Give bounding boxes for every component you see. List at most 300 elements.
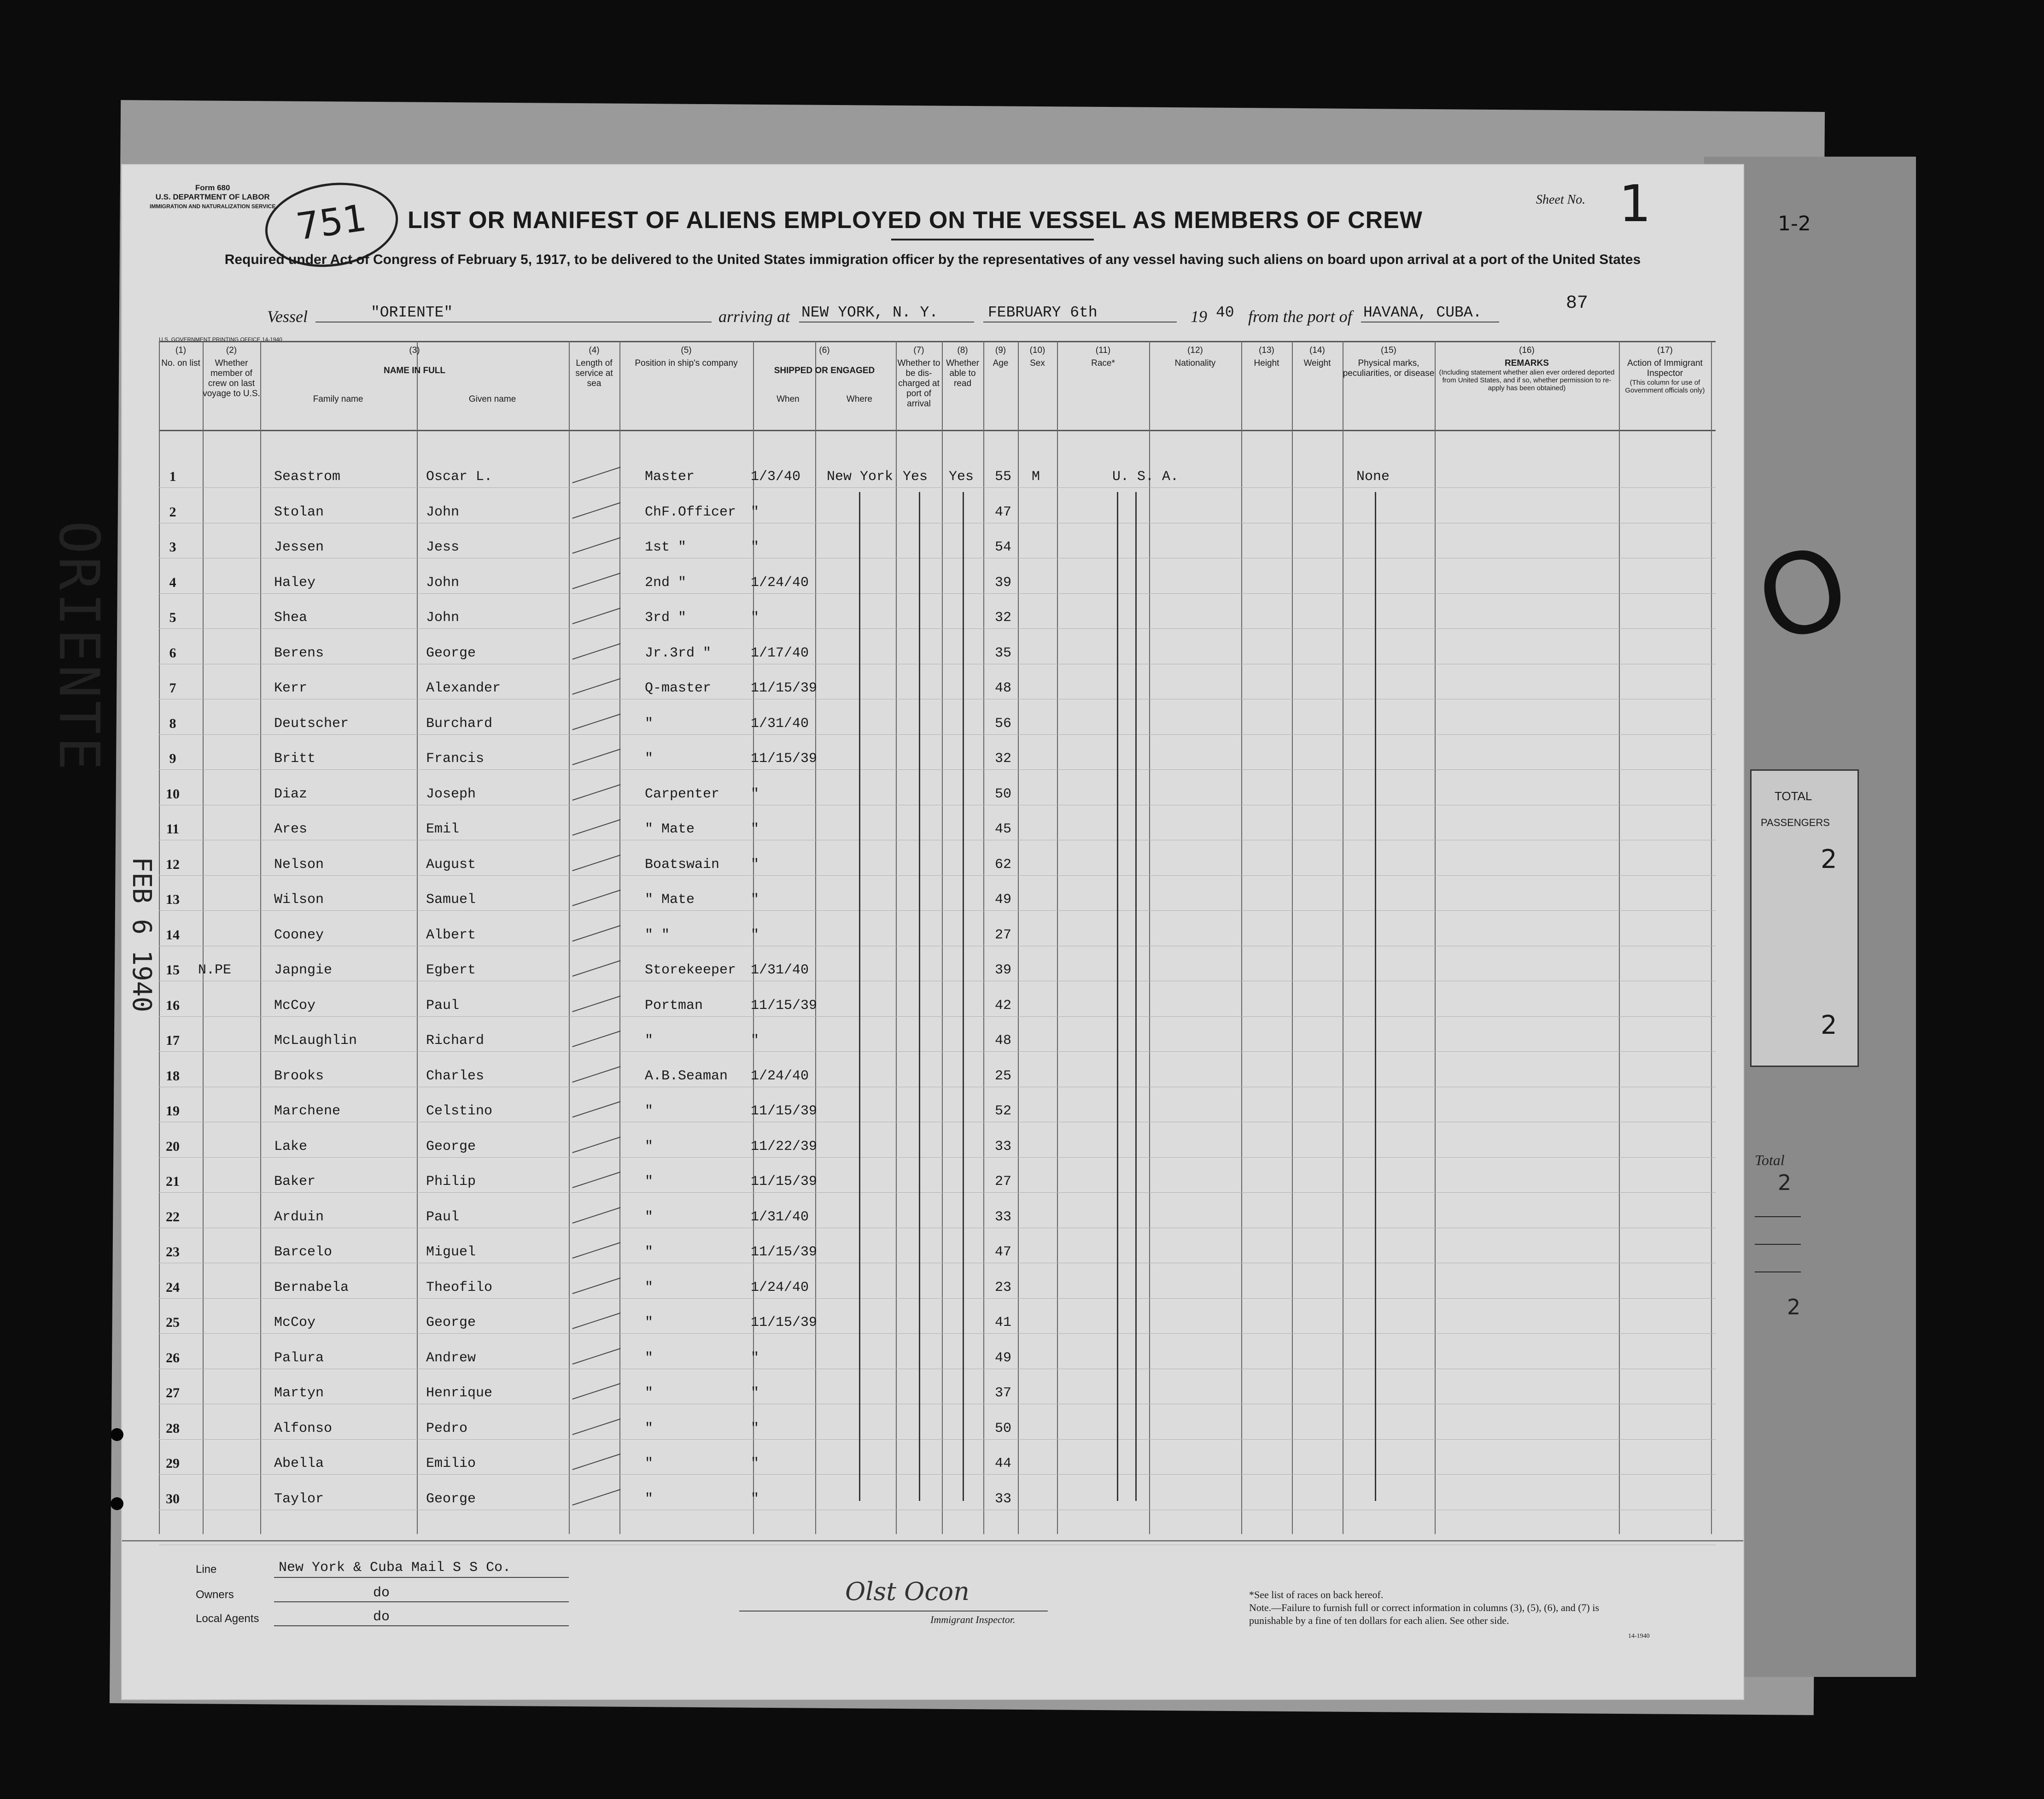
cell-position: Q-master [645,680,712,696]
cell-position: Boatswain [645,856,720,873]
cell-crew: N.PE [198,962,232,978]
line-underline [274,1577,569,1578]
cell-age: 32 [995,610,1012,626]
column-number: (13) [1259,346,1274,355]
cell-given: Richard [426,1033,485,1049]
column-header [260,346,569,404]
cell-no: 27 [166,1385,180,1401]
row-rule [159,628,1716,629]
row-rule [159,1192,1716,1193]
column-header [1343,346,1435,379]
row-rule [159,734,1716,735]
column-number: (5) [681,346,692,355]
cell-when: 1/24/40 [751,574,809,591]
document-subtitle: Required under Act of Congress of February 5, 1917, to be delivered to the United States immigration officer by the representatives of any vessel having such aliens on board upon arrival at a port of the United States [224,252,1641,267]
service-slash-mark [572,1383,620,1400]
row-rule [159,875,1716,876]
cell-given: George [426,1138,476,1154]
cell-position: Portman [645,997,703,1014]
total-label: Total [1755,1152,1785,1168]
cell-age: 56 [995,715,1012,732]
cell-age: 33 [995,1209,1012,1225]
agents-label: Local Agents [196,1612,259,1625]
cell-position: " [645,1209,654,1225]
column-number: (4) [589,346,600,355]
table-top-rule [159,341,1716,342]
service-slash-mark [572,1031,620,1047]
row-rule [159,1051,1716,1052]
cell-given: John [426,610,460,626]
cell-age: 44 [995,1456,1012,1471]
cell-given: Alexander [426,680,501,696]
cell-no: 7 [169,680,176,696]
cell-family: Kerr [274,680,308,696]
service-slash-mark [572,678,620,695]
cell-when: " [751,786,759,802]
cell-position: Carpenter [645,786,720,802]
column-header [569,346,619,389]
cell-age: 52 [995,1103,1012,1119]
column-subheader: Where [846,394,872,404]
column-rule [1057,341,1058,1534]
cell-family: Ares [274,821,308,837]
cell-when: 11/15/39 [751,751,818,767]
cell-age: 35 [995,645,1012,661]
cell-family: Brooks [274,1068,324,1084]
cell-given: Emilio [426,1456,476,1471]
cell-age: 39 [995,962,1012,978]
cell-no: 6 [169,645,176,661]
column-rule [619,341,620,1534]
cell-family: Palura [274,1350,324,1366]
column-header [983,346,1018,369]
cell-age: 50 [995,1420,1012,1436]
cell-position: " [645,1138,654,1154]
column-header [1018,346,1057,369]
cell-age: 32 [995,751,1012,767]
agents-underline [274,1625,569,1626]
cell-when: " [751,1385,759,1401]
arriving-label: arriving at [718,307,790,326]
service-slash-mark [572,1453,620,1470]
cell-given: August [426,856,476,873]
column-number: (14) [1309,346,1325,355]
service-slash-mark [572,819,620,836]
cell-age: 49 [995,1350,1012,1366]
cell-no: 1 [169,469,176,484]
service-slash-mark [572,467,620,483]
cell-discharged: Yes [903,469,928,485]
cell-given: Albert [426,927,476,943]
service-slash-mark [572,749,620,765]
form-number: Form 680 [195,183,230,192]
cell-given: Oscar L. [426,469,493,485]
column-header [1149,346,1241,369]
footer-rule [122,1540,1743,1541]
cell-position: " Mate [645,892,695,908]
cell-position: " " [645,927,670,943]
cell-age: 33 [995,1138,1012,1154]
cell-when: 11/15/39 [751,997,818,1014]
column-rule [417,341,418,1534]
cell-no: 16 [166,997,180,1013]
service-slash-mark [572,1489,620,1506]
cell-no: 3 [169,539,176,555]
cell-given: Andrew [426,1350,476,1366]
cell-marks: None [1356,469,1390,485]
cell-no: 14 [166,927,180,943]
service-slash-mark [572,643,620,660]
ship-name-stamp: ORIENTE [47,521,111,773]
cell-position: ChF.Officer [645,504,736,520]
title-underline [891,239,1094,240]
cell-position: " [645,715,654,732]
column-subheader: Family name [313,394,363,404]
cell-family: Diaz [274,786,308,802]
cell-when: 1/3/40 [751,469,801,485]
column-header [159,346,203,369]
service-slash-mark [572,714,620,730]
service-slash-mark [572,537,620,554]
cell-no: 15 [166,962,180,978]
cell-family: Abella [274,1456,324,1471]
cell-when: " [751,1350,759,1366]
column-number: (11) [1095,346,1111,355]
from-port-label: from the port of [1248,307,1352,326]
line-label: Line [196,1563,217,1576]
cell-no: 20 [166,1138,180,1154]
cell-family: Seastrom [274,469,341,485]
cell-when: 11/22/39 [751,1138,818,1154]
ditto-stroke-where [859,492,860,1501]
cell-family: Marchene [274,1103,341,1119]
penalty-note: Note.—Failure to furnish full or correct information in columns (3), (5), (6), and (7) is punishable by a fine of ten dollars for each alien. See other side. [1249,1602,1600,1626]
form-code: 14-1940 [1628,1633,1650,1640]
cell-when: 11/15/39 [751,1244,818,1260]
cell-age: 47 [995,1244,1012,1260]
cell-position: " [645,1456,654,1471]
column-number: (12) [1187,346,1203,355]
cell-family: Martyn [274,1385,324,1401]
cell-when: " [751,504,759,520]
cell-age: 27 [995,927,1012,943]
cell-when: 11/15/39 [751,680,818,696]
row-rule [159,1016,1716,1017]
cell-when: 1/17/40 [751,645,809,661]
stamp-number: 87 [1566,293,1588,314]
cell-when: " [751,856,759,873]
cell-given: Celstino [426,1103,493,1119]
service-slash-mark [572,608,620,624]
cell-when: " [751,539,759,555]
cell-position: " [645,1244,654,1260]
column-label: Length of service at sea [575,358,613,388]
cell-position: A.B.Seaman [645,1068,728,1084]
corner-note: 1-2 [1778,212,1811,235]
cell-age: 25 [995,1068,1012,1084]
cell-no: 5 [169,610,176,625]
row-rule [159,1474,1716,1475]
cell-position: Master [645,469,695,485]
circled-number-stamp: 751 [260,175,403,275]
service-slash-mark [572,996,620,1012]
column-rule [1149,341,1150,1534]
service-name: IMMIGRATION AND NATURALIZATION SERVICE [150,203,276,210]
cell-given: Burchard [426,715,493,732]
cell-no: 18 [166,1068,180,1084]
service-slash-mark [572,960,620,977]
ditto-stroke-race [1117,492,1118,1501]
column-label: NAME IN FULL [383,366,446,375]
cell-no: 4 [169,574,176,590]
cell-given: Joseph [426,786,476,802]
cell-when: 1/24/40 [751,1068,809,1084]
column-rule [1435,341,1436,1534]
column-label: Whether to be dis-charged at port of arrival [897,358,940,409]
cell-position: " [645,1420,654,1436]
column-label: Weight [1303,358,1331,368]
passenger-value-1: 2 [1821,844,1837,874]
sheet-number-label: Sheet No. [1536,193,1586,207]
cell-given: George [426,1315,476,1330]
cell-position: " [645,751,654,767]
column-header [896,346,942,409]
cell-family: Taylor [274,1491,324,1507]
column-subheader: Given name [468,394,516,404]
row-rule [159,1157,1716,1158]
cell-age: 42 [995,997,1012,1014]
column-note: (This column for use of Government officials only) [1625,379,1705,394]
cell-given: Pedro [426,1420,468,1436]
column-rule [1711,341,1712,1534]
column-rule [896,341,897,1534]
column-number: (7) [913,346,924,355]
cell-no: 29 [166,1456,180,1471]
cell-given: John [426,574,460,591]
cell-position: " [645,1315,654,1330]
row-rule [159,1333,1716,1334]
cell-no: 28 [166,1420,180,1436]
cell-family: Britt [274,751,316,767]
department-name: U.S. DEPARTMENT OF LABOR [155,193,270,201]
printing-office: U.S. GOVERNMENT PRINTING OFFICE 14-1940 [159,336,282,343]
service-slash-mark [572,890,620,906]
cell-given: Jess [426,539,460,555]
cell-given: Henrique [426,1385,493,1401]
column-header [203,346,260,399]
total-rule [1755,1244,1801,1245]
cell-age: 55 [995,469,1012,485]
table-header-rule [159,430,1716,431]
passenger-total-box [1750,769,1859,1067]
cell-family: Japngie [274,962,333,978]
cell-position: " [645,1279,654,1295]
service-slash-mark [572,1418,620,1435]
cell-family: Berens [274,645,324,661]
service-slash-mark [572,502,620,519]
column-rule [260,341,261,1534]
cell-sex: M [1032,469,1040,485]
column-label: Position in ship's company [635,358,738,368]
cell-given: Paul [426,997,460,1014]
cell-family: McCoy [274,997,316,1014]
departure-port: HAVANA, CUBA. [1363,304,1482,321]
column-note: (Including statement whether alien ever ordered deported from United States, and if so, whether permission to re-apply has been obtained) [1439,369,1615,392]
cell-when: " [751,1491,759,1507]
cell-given: Philip [426,1174,476,1190]
column-label: Height [1254,358,1279,368]
cell-family: Baker [274,1174,316,1190]
owners-label: Owners [196,1588,234,1601]
cell-given: Egbert [426,962,476,978]
cell-no: 24 [166,1279,180,1295]
binder-hole [111,1428,123,1441]
cell-family: Haley [274,574,316,591]
row-rule [159,910,1716,911]
cell-position: " [645,1491,654,1507]
service-slash-mark [572,1101,620,1118]
cell-age: 41 [995,1315,1012,1330]
service-slash-mark [572,1313,620,1329]
total-rule [1755,1216,1801,1217]
column-label: Whether member of crew on last voyage to U.S. [203,358,260,398]
cell-position: 2nd " [645,574,687,591]
column-rule [569,341,570,1534]
cell-no: 9 [169,751,176,766]
row-rule [159,1298,1716,1299]
column-label: No. on list [161,358,200,368]
cell-when: 1/31/40 [751,962,809,978]
cell-no: 11 [166,821,180,837]
row-rule [159,593,1716,594]
owners-value: do [373,1585,390,1601]
cell-when: " [751,927,759,943]
cell-family: McCoy [274,1315,316,1330]
vessel-name: "ORIENTE" [371,304,453,321]
cell-position: " [645,1174,654,1190]
cell-given: Miguel [426,1244,476,1260]
service-slash-mark [572,925,620,942]
line-value: New York & Cuba Mail S S Co. [279,1560,511,1576]
cell-family: McLaughlin [274,1033,357,1049]
cell-family: Shea [274,610,308,626]
column-rule [815,341,816,1534]
cell-no: 21 [166,1174,180,1189]
cell-when: " [751,892,759,908]
handwritten-zero: O [1744,521,1862,668]
cell-no: 13 [166,892,180,907]
cell-when: 11/15/39 [751,1103,818,1119]
arriving-port: NEW YORK, N. Y. [801,304,939,321]
column-label: Age [993,358,1009,368]
cell-when: " [751,1033,759,1049]
service-slash-mark [572,1277,620,1294]
column-label: Race* [1091,358,1115,368]
cell-given: Samuel [426,892,476,908]
cell-age: 39 [995,574,1012,591]
column-rule [983,341,984,1534]
column-number: (8) [957,346,968,355]
cell-family: Alfonso [274,1420,333,1436]
cell-given: John [426,504,460,520]
column-label: Sex [1030,358,1045,368]
column-header [619,346,753,369]
cell-when: 11/15/39 [751,1174,818,1190]
cell-position: " [645,1033,654,1049]
ditto-stroke-nationality [1135,492,1137,1501]
cell-family: Nelson [274,856,324,873]
column-label: REMARKS [1504,358,1549,368]
cell-no: 30 [166,1491,180,1506]
cell-family: Stolan [274,504,324,520]
date-received-stamp: FEB 6 1940 [127,857,157,1013]
cell-age: 48 [995,680,1012,696]
cell-when: 1/31/40 [751,715,809,732]
column-header [1435,346,1619,392]
cell-when: 11/15/39 [751,1315,818,1330]
service-slash-mark [572,1066,620,1083]
vessel-label: Vessel [267,307,308,326]
cell-family: Cooney [274,927,324,943]
cell-family: Barcelo [274,1244,333,1260]
cell-when: " [751,610,759,626]
document-title: LIST OR MANIFEST OF ALIENS EMPLOYED ON THE VESSEL AS MEMBERS OF CREW [408,207,1423,234]
service-slash-mark [572,1207,620,1224]
cell-position: " Mate [645,821,695,837]
arrival-year: 40 [1216,304,1234,321]
form-identifier [150,183,275,211]
cell-age: 62 [995,856,1012,873]
row-rule [159,1439,1716,1440]
cell-position: " [645,1385,654,1401]
cell-where: New York [827,469,894,485]
inspector-signature: Olst Ocon [845,1577,969,1606]
column-rule [203,341,204,1534]
cell-position: " [645,1103,654,1119]
cell-when: " [751,1420,759,1436]
service-slash-mark [572,1137,620,1153]
column-header [942,346,983,389]
column-rule [1018,341,1019,1534]
cell-age: 49 [995,892,1012,908]
cell-age: 23 [995,1279,1012,1295]
service-slash-mark [572,1348,620,1365]
cell-when: 1/31/40 [751,1209,809,1225]
total-value-2: 2 [1787,1295,1801,1319]
service-slash-mark [572,1242,620,1259]
column-label: Action of Immigrant Inspector [1627,358,1703,378]
cell-no: 10 [166,786,180,802]
column-number: (9) [995,346,1006,355]
cell-age: 48 [995,1033,1012,1049]
column-label: Physical marks, peculiarities, or disease [1343,358,1435,378]
cell-family: Arduin [274,1209,324,1225]
cell-position: Jr.3rd " [645,645,712,661]
column-number: (16) [1519,346,1535,355]
cell-age: 50 [995,786,1012,802]
cell-read: Yes [949,469,974,485]
cell-no: 17 [166,1033,180,1048]
manifest-sheet [122,165,1743,1699]
cell-no: 2 [169,504,176,520]
cell-no: 19 [166,1103,180,1119]
inspector-label: Immigrant Inspector. [930,1614,1016,1625]
cell-when: " [751,1456,759,1471]
cell-family: Deutscher [274,715,349,732]
cell-position: Storekeeper [645,962,736,978]
service-slash-mark [572,855,620,871]
total-value-1: 2 [1778,1170,1792,1195]
